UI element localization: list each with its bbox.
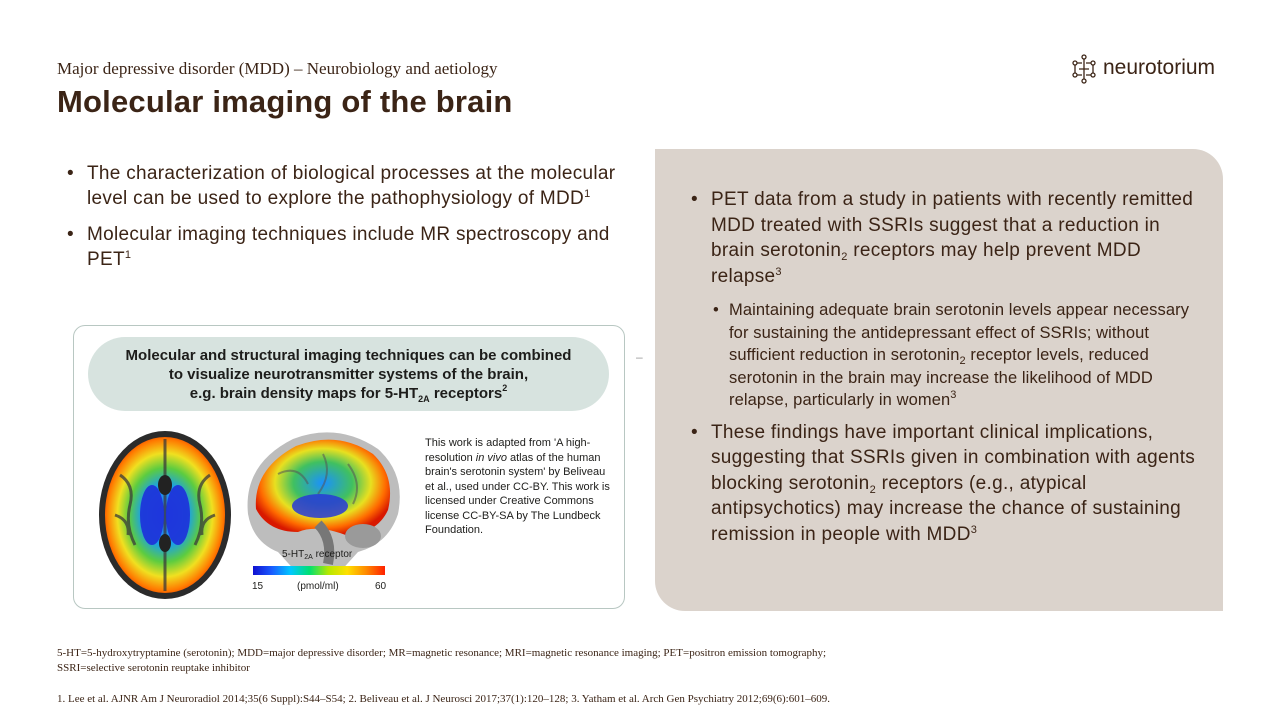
references-footnote: 1. Lee et al. AJNR Am J Neuroradiol 2014;35(6 Suppl):S44–S54; 2. Beliveau et al. J Neurosci 2017;37(1):120–128; 3. Yatham et al. Arch Gen Psychiatry 2012;69(6):601–609.	[57, 693, 830, 705]
abbreviations-footnote: 5-HT=5-hydroxytryptamine (serotonin); MDD=major depressive disorder; MR=magnetic resonance; MRI=magnetic resonance imaging; PET=positron emission tomography; SSRI=selective serotonin reuptake inhibitor	[57, 647, 827, 674]
density-colorbar	[253, 566, 385, 575]
colorbar-max-label: 60	[375, 581, 387, 592]
left-bullet-1: • The characterization of biological processes at the molecular level can be used to explore the pathophysiology of MDD$^1$	[57, 161, 627, 211]
image-credit: This work is adapted from 'A high-resolution in vivo atlas of the human brain's serotonin system' by Beliveau et al., used under CC-BY. This work is licensed under Creative Commons license CC-BY-SA by The Lundbeck Foundation.	[425, 437, 610, 536]
left-bullet-2: • Molecular imaging techniques include MR spectroscopy and PET$^1$	[57, 222, 627, 272]
right-sub-bullet-1: • Maintaining adequate brain serotonin levels appear necessary for sustaining the antidepressant effect of SSRIs; without sufficient reduction in serotonin$_2$ receptor levels, reduced serotonin in the brain may increase the likelihood of MDD relapse, particularly in women$^3$	[711, 299, 1201, 412]
callout-text: Molecular and structural imaging techniques can be combined to visualize neurotransmitter systems of the brain, e.g. brain density maps for $5-HT_{2A}$ receptors$^2$	[125, 347, 572, 404]
right-bullet-1: • PET data from a study in patients with recently remitted MDD treated with SSRIs suggest that a reduction in brain serotonin$_2$ receptors may help prevent MDD relapse$^3$ • Maintaining adequate brain serotonin levels appear necessary for sustaining the antidepressant effect of SSRIs; without sufficient reduction in serotonin$_2$ receptor levels, reduced serotonin in the brain may increase the likelihood of MDD relapse, particularly in women$^3$	[681, 187, 1201, 412]
right-bullet-2: • These findings have important clinical implications, suggesting that SSRIs given in combination with agents blocking serotonin$_2$ receptors (e.g., atypical antipsychotics) may increase the chance of sustaining remission in people with MDD$^3$	[681, 420, 1201, 548]
receptor-label: $5-HT_{2A}$ receptor	[282, 549, 353, 561]
left-bullet-list	[57, 161, 627, 283]
dash-mark: –	[636, 350, 643, 364]
colorbar-unit-label: (pmol/ml)	[297, 581, 339, 592]
brain-logo-icon	[1071, 54, 1097, 84]
right-bullet-list	[681, 187, 1201, 555]
right-sub-list	[711, 299, 1201, 412]
slide-title: Molecular imaging of the brain	[57, 84, 513, 119]
figure-callout	[88, 337, 609, 411]
section-subtitle: Major depressive disorder (MDD) – Neurobiology and aetiology	[57, 59, 498, 78]
brain-axial-image	[90, 425, 240, 605]
neurotorium-logo[interactable]	[1071, 54, 1231, 84]
logo-wordmark: neurotorium	[1103, 56, 1216, 79]
colorbar-min-label: 15	[252, 581, 264, 592]
